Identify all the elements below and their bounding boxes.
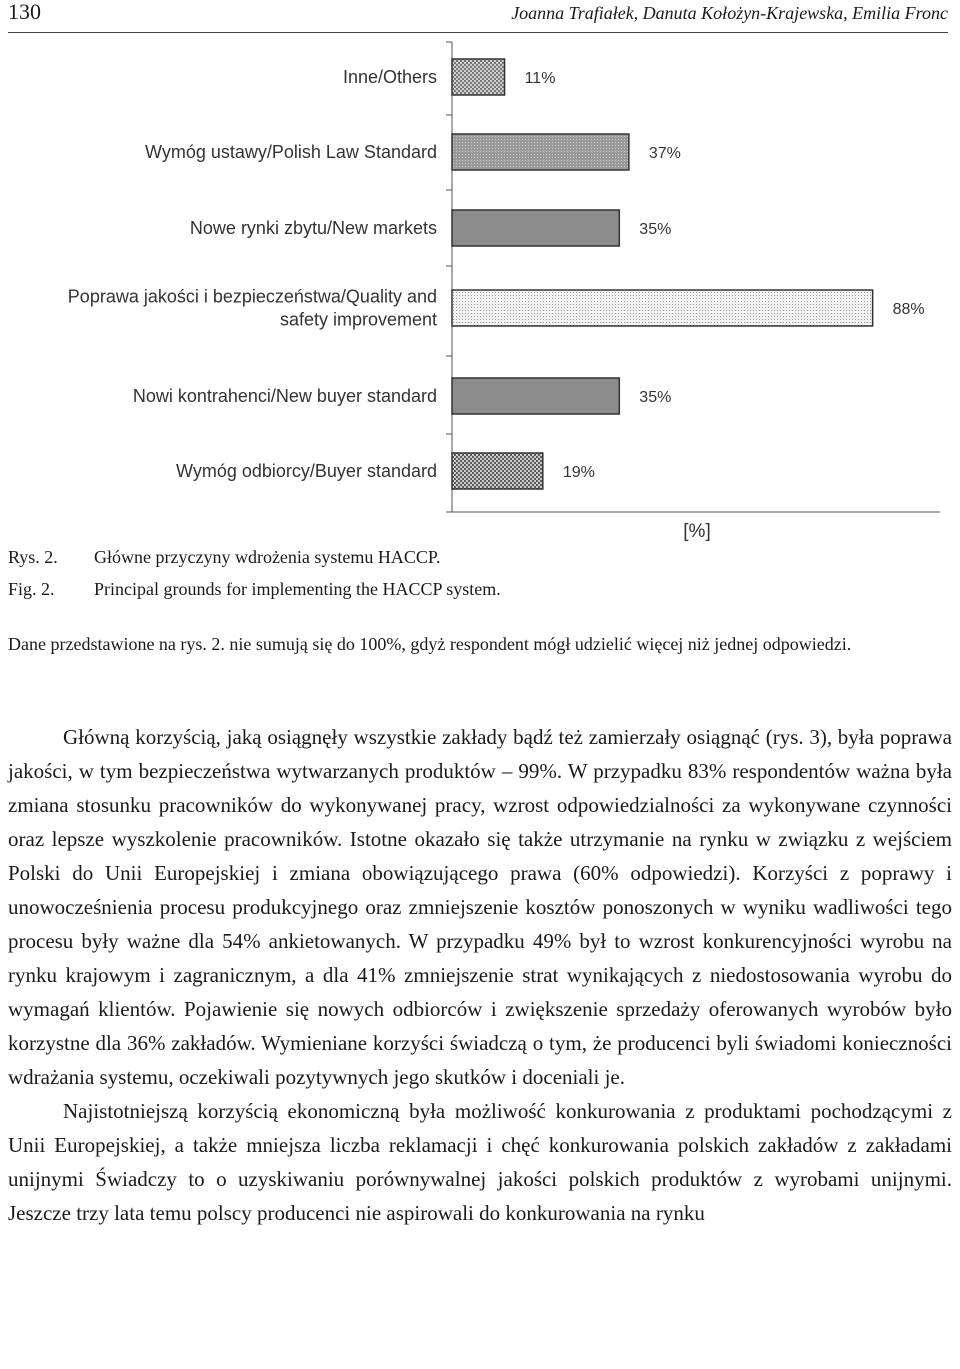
figure-caption-pl <box>8 546 708 568</box>
running-authors: Joanna Trafiałek, Danuta Kołożyn-Krajewska, Emilia Fronc <box>511 3 948 23</box>
data-label: 35% <box>639 389 672 406</box>
caption-label-en: Fig. 2. <box>8 579 55 599</box>
data-label: 37% <box>648 145 681 162</box>
bar <box>452 134 629 170</box>
bar <box>452 378 619 414</box>
caption-label-pl: Rys. 2. <box>8 547 58 567</box>
category-label: Inne/Others <box>342 67 437 87</box>
category-label: Wymóg odbiorcy/Buyer standard <box>176 461 437 481</box>
caption-text-en: Principal grounds for implementing the HACCP system. <box>94 579 501 599</box>
figure-caption-en <box>8 578 708 600</box>
category-label: Wymóg ustawy/Polish Law Standard <box>145 142 437 162</box>
data-label: 11% <box>524 70 556 87</box>
paragraph: Najistotniejszą korzyścią ekonomiczną była możliwość konkurowania z produktami pochodzącymi z Unii Europejskiej, a także mniejsza liczba reklamacji i chęć konkurowania polskich zakładów z zakładami unijnymi Świadczy to o uzyskiwaniu porównywalnej jakości polskich produktów z wyrobami unijnymi. Jeszcze trzy lata temu polscy producenci nie aspirowali do konkurowania na rynku <box>8 1099 952 1225</box>
bar <box>452 290 873 326</box>
data-label: 19% <box>562 464 595 481</box>
figure-note: Dane przedstawione na rys. 2. nie sumują się do 100%, gdyż respondent mógł udzielić więcej niż jednej odpowiedzi. <box>8 634 852 654</box>
category-label: Nowi kontrahenci/New buyer standard <box>132 386 437 406</box>
caption-text-pl: Główne przyczyny wdrożenia systemu HACCP. <box>94 547 441 567</box>
category-label: Poprawa jakości i bezpieczeństwa/Quality and <box>67 286 437 307</box>
data-label: 35% <box>639 221 672 238</box>
page-number: 130 <box>8 0 41 24</box>
data-label: 88% <box>892 301 925 318</box>
category-label: Nowe rynki zbytu/New markets <box>189 218 437 238</box>
header-rule <box>8 32 948 33</box>
bar <box>452 453 543 489</box>
bar <box>452 59 505 95</box>
body-text <box>8 720 952 1230</box>
paragraph: Główną korzyścią, jaką osiągnęły wszystkie zakłady bądź też zamierzały osiągnąć (rys. 3), była poprawa jakości, w tym bezpieczeństwa wytwarzanych produktów – 99%. W przypadku 83% respondentów ważna była zmiana stosunku pracowników do wykonywanej pracy, wzrost odpowiedzialności za wykonywane czynności oraz lepsze wyszkolenie pracowników. Istotne okazało się także utrzymanie na rynku w związku z wejściem Polski do Unii Europejskiej i zmiana obowiązującego prawa (60% odpowiedzi). Korzyści z poprawy i unowocześnienia procesu produkcyjnego oraz zmniejszenie kosztów ponoszonych w wyniku wadliwości tego procesu były ważne dla 54% ankietowanych. W przypadku 49% był to wzrost konkurencyjności wyrobu na rynku krajowym i zagranicznym, a dla 41% zmniejszenie strat wynikających z niedostosowania wyrobu do wymagań klientów. Pojawienie się nowych odbiorców i zwiększenie sprzedaży oferowanych wyrobów było korzystne dla 36% zakładów. Wymieniane korzyści świadczą o tym, że producenci byli świadomi konieczności wdrażania systemu, oczekiwali pozytywnych jego skutków i doceniali je. <box>8 725 952 1089</box>
category-label: safety improvement <box>279 309 437 330</box>
bar-chart <box>0 40 960 560</box>
x-axis-unit-label: [%] <box>683 521 711 542</box>
page-header <box>8 0 948 34</box>
bar <box>452 210 619 246</box>
